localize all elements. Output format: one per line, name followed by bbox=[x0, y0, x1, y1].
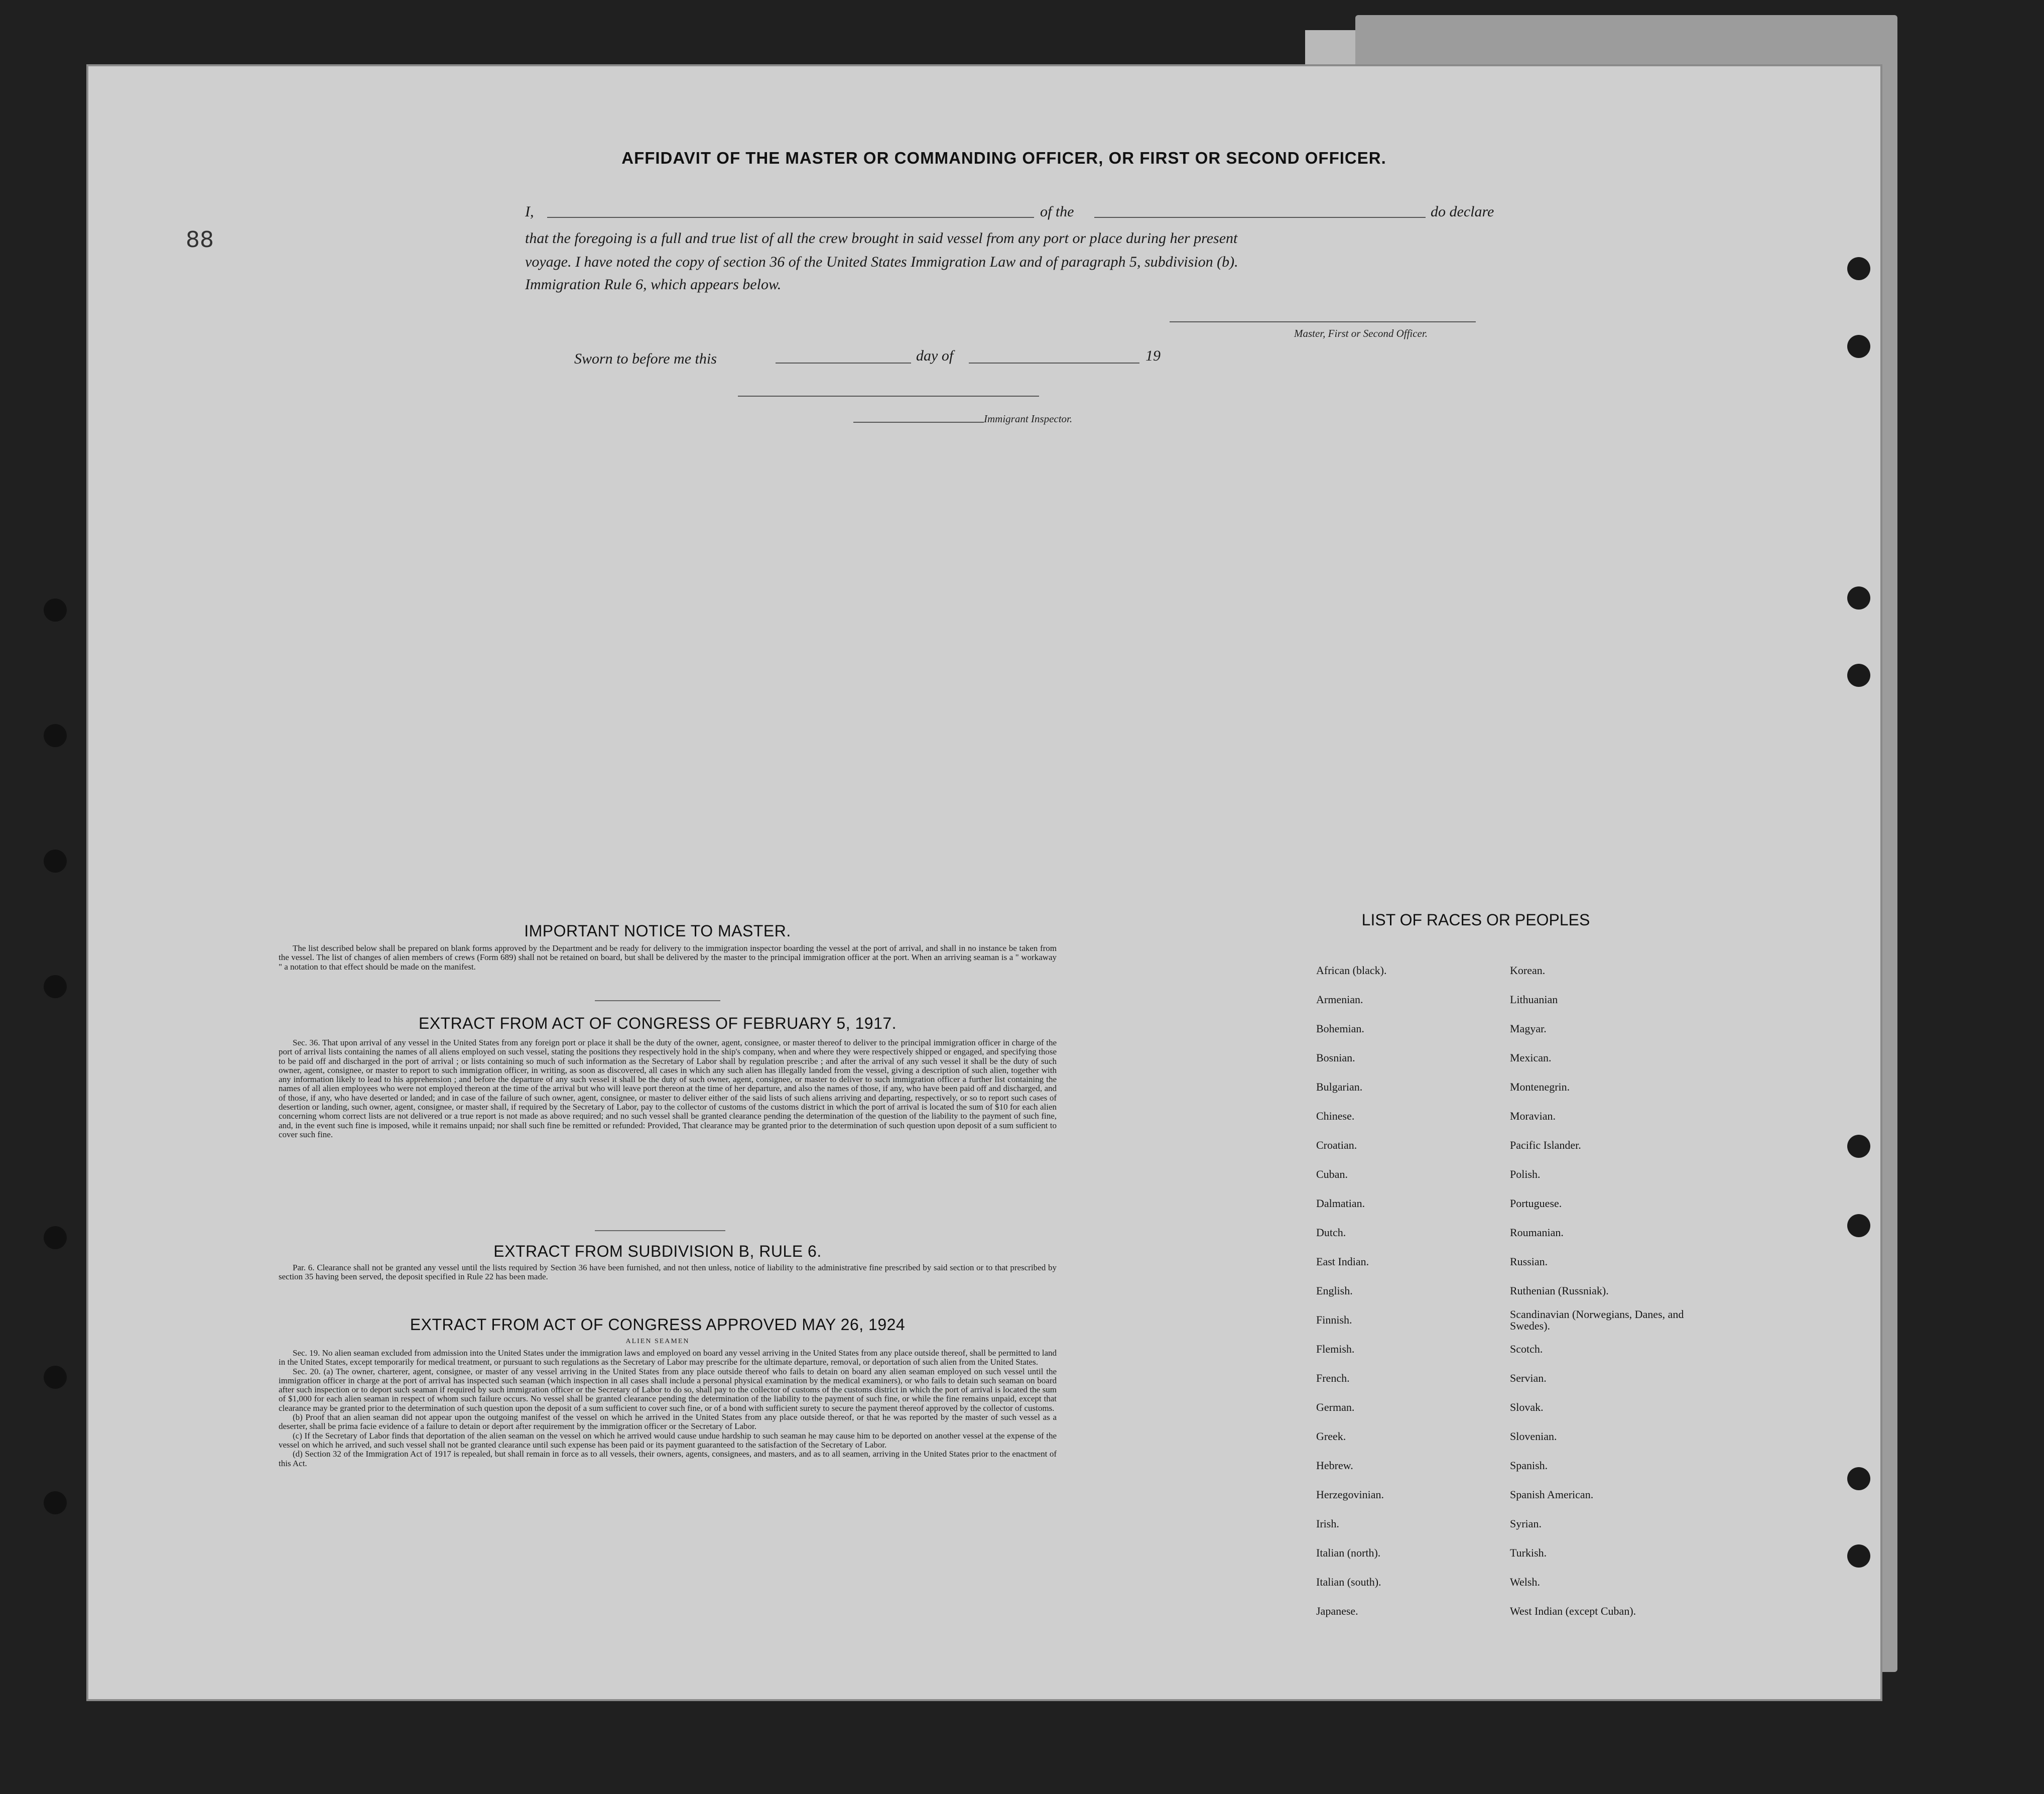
race-item: Slovenian. bbox=[1510, 1430, 1557, 1443]
sworn-year: 19 bbox=[1145, 347, 1161, 364]
race-item: Slovak. bbox=[1510, 1401, 1544, 1413]
binder-hole bbox=[44, 599, 67, 622]
race-item: Magyar. bbox=[1510, 1022, 1547, 1035]
sec-20a-paragraph: Sec. 20. (a) The owner, charterer, agent, consignee, or master of any vessel arriving in the United States from any place outside thereof who fails to detain on board any alien seaman employed on such vessel until the immigration officer in charge at the port of arrival has inspected such seaman (which inspection in all cases shall include a personal physical examination by the medical examiners), or who fails to detain such seaman on board after such inspection or to deport such seaman if required by such immigration officer or the Secretary of Labor to do so, shall pay to the collector of customs of the customs district in which the port of arrival is located the sum of $1,000 for each alien seaman in respect of whom such failure occurs. No vessel shall be granted clearance pending the determination of the liability to the payment of such fine, or while the fine remains unpaid, except that clearance may be granted prior to the determination of such question upon the deposit of a sum sufficient to cover such fine, or of a bond with sufficient surety to secure the payment thereof approved by the collector of customs. bbox=[279, 1366, 1057, 1413]
race-item: Syrian. bbox=[1510, 1517, 1542, 1530]
binder-hole bbox=[44, 975, 67, 998]
race-item: Croatian. bbox=[1316, 1139, 1357, 1151]
race-item: Korean. bbox=[1510, 964, 1546, 977]
binder-hole bbox=[1847, 257, 1870, 280]
race-item: Italian (north). bbox=[1316, 1546, 1381, 1559]
affidavit-i: I, bbox=[525, 203, 534, 220]
race-item: Cuban. bbox=[1316, 1168, 1348, 1180]
binder-hole bbox=[1847, 335, 1870, 358]
notice-paragraph: The list described below shall be prepared on blank forms approved by the Department and be ready for delivery to the immigration inspector boarding the vessel at the port of arrival, and shall in no instance be taken from the vessel. The list of changes of alien members of crews (Form 689) shall not be retained on board, but shall be delivered by the master to the principal immigration officer at the port. When an arriving seaman is a " workaway " a notation to that effect should be made on the manifest. bbox=[279, 943, 1057, 972]
race-item: Chinese. bbox=[1316, 1110, 1355, 1122]
affidavit-line-2: that the foregoing is a full and true list of all the crew brought in said vessel from any port or place during her present bbox=[525, 230, 1238, 247]
race-item: Finnish. bbox=[1316, 1313, 1352, 1326]
race-item: Bohemian. bbox=[1316, 1022, 1364, 1035]
race-item: Montenegrin. bbox=[1510, 1081, 1570, 1093]
margin-mark: 88 bbox=[186, 227, 214, 253]
race-item: Scotch. bbox=[1510, 1343, 1543, 1355]
affidavit-line-4: Immigration Rule 6, which appears below. bbox=[525, 276, 782, 293]
alien-seamen-subheading: ALIEN SEAMEN bbox=[625, 1338, 690, 1345]
race-item: Bosnian. bbox=[1316, 1051, 1355, 1064]
race-item: Italian (south). bbox=[1316, 1576, 1381, 1588]
race-item: Turkish. bbox=[1510, 1546, 1547, 1559]
race-item: Ruthenian (Russniak). bbox=[1510, 1284, 1609, 1297]
binder-hole bbox=[44, 1226, 67, 1249]
binder-hole bbox=[1847, 1467, 1870, 1490]
subdivision-b-text bbox=[279, 1263, 1057, 1282]
extract-1917-heading: EXTRACT FROM ACT OF CONGRESS OF FEBRUARY 5, 1917. bbox=[418, 1014, 897, 1032]
race-item: Moravian. bbox=[1510, 1110, 1556, 1122]
race-item: Servian. bbox=[1510, 1372, 1547, 1384]
subdivision-b-paragraph: Par. 6. Clearance shall not be granted any vessel until the lists required by Section 36 have been furnished, and not then unless, notice of liability to the administrative fine prescribed by said section or to that prescribed by section 35 having been served, the deposit specified in Rule 22 has been made. bbox=[279, 1263, 1057, 1282]
subdivision-b-heading: EXTRACT FROM SUBDIVISION B, RULE 6. bbox=[493, 1242, 822, 1260]
notice-heading: IMPORTANT NOTICE TO MASTER. bbox=[524, 922, 791, 940]
affidavit-title: AFFIDAVIT OF THE MASTER OR COMMANDING OFFICER, OR FIRST OR SECOND OFFICER. bbox=[621, 149, 1386, 167]
sworn-month-blank bbox=[969, 363, 1139, 364]
master-caption: Master, First or Second Officer. bbox=[1294, 327, 1428, 339]
race-item: Scandinavian (Norwegians, Danes, and Swedes). bbox=[1510, 1308, 1684, 1332]
affidavit-of-the: of the bbox=[1040, 203, 1074, 220]
affidavit-declare: do declare bbox=[1431, 203, 1494, 220]
inspector-short-line bbox=[853, 422, 984, 423]
notice-text bbox=[279, 944, 1057, 972]
race-item: Flemish. bbox=[1316, 1343, 1355, 1355]
race-item: Japanese. bbox=[1316, 1605, 1358, 1617]
race-item: Polish. bbox=[1510, 1168, 1541, 1180]
race-item: French. bbox=[1316, 1372, 1350, 1384]
race-item: Hebrew. bbox=[1316, 1459, 1353, 1472]
race-item: Greek. bbox=[1316, 1430, 1346, 1443]
extract-1924-heading: EXTRACT FROM ACT OF CONGRESS APPROVED MAY 26, 1924 bbox=[410, 1315, 906, 1334]
section-separator bbox=[595, 1230, 725, 1231]
race-item: Lithuanian bbox=[1510, 993, 1558, 1006]
extract-1917-text bbox=[279, 1038, 1057, 1139]
race-item: Pacific Islander. bbox=[1510, 1139, 1581, 1151]
race-item: East Indian. bbox=[1316, 1255, 1369, 1268]
sec-20c-paragraph: (c) If the Secretary of Labor finds that deportation of the alien seaman on the vessel on which he arrived would cause undue hardship to such seaman he may cause him to be deported on another vessel at the expense of the vessel on which he arrived, and such vessel shall not be granted clearance until such expense has been paid or its payment guaranteed to the satisfaction of the Secretary of Labor. bbox=[279, 1430, 1057, 1450]
race-item: Armenian. bbox=[1316, 993, 1363, 1006]
race-item: Roumanian. bbox=[1510, 1226, 1564, 1239]
sec-20d-paragraph: (d) Section 32 of the Immigration Act of 1917 is repealed, but shall remain in force as to all vessels, their owners, agents, consignees, and masters, and as to all seamen, arriving in the United States prior to the enactment of this Act. bbox=[279, 1449, 1057, 1468]
extract-1917-paragraph: Sec. 36. That upon arrival of any vessel in the United States from any foreign port or place it shall be the duty of the owner, agent, consignee, or master thereof to deliver to the principal immigration officer in charge of the port of arrival lists containing the names of all aliens employed on such vessel, stating the positions they respectively hold in the ship's company, when and where they were respectively shipped or engaged, and specifying those to be paid off and discharged in the port of arrival ; or lists containing so much of such information as the Secretary of Labor shall by regulation prescribe ; and after the arrival of any such vessel it shall be the duty of such owner, agent, consignee, or master to report to such immigration officer, in writing, as soon as discovered, all cases in which any such alien has illegally landed from the vessel, giving a description of such alien, together with any information likely to lead to his apprehension ; and before the departure of any such vessel it shall be the duty of such owner, agent, consignee, or master to deliver to such immigration officer a further list containing the names of all alien employees who were not employed thereon at the time of the arrival but who will leave port thereon at the time of her departure, and also the names of those, if any, who have been paid off and discharged, and of those, if any, who have deserted or landed; and in case of the failure of such owner, agent, consignee, or master to deliver either of the said lists of such aliens arriving and departing, respectively, or so to report such cases of desertion or landing, such owner, agent, consignee, or master shall, if required by the Secretary of Labor, pay to the collector of customs of the customs district in which the port of arrival is located the sum of $10 for each alien concerning whom correct lists are not delivered or a true report is not made as above required; and no such vessel shall be granted clearance pending the determination of the question of the liability to the payment of such fine, and, in the event such fine is imposed, while it remains unpaid; nor shall such fine be remitted or refunded: Provided, That clearance may be granted prior to the determination of such question upon deposit of a sum sufficient to cover such fine. bbox=[279, 1038, 1057, 1139]
race-item: German. bbox=[1316, 1401, 1355, 1413]
affidavit-line-3: voyage. I have noted the copy of section 36 of the United States Immigration Law and of paragraph 5, subdivision (b). bbox=[525, 254, 1238, 270]
race-item: Russian. bbox=[1510, 1255, 1548, 1268]
race-item: Spanish American. bbox=[1510, 1488, 1594, 1501]
sworn-day-blank bbox=[776, 363, 911, 364]
race-item: West Indian (except Cuban). bbox=[1510, 1605, 1636, 1617]
extract-1924-text bbox=[279, 1349, 1057, 1468]
sec-20b-paragraph: (b) Proof that an alien seaman did not appear upon the outgoing manifest of the vessel on which he arrived in the United States from any place outside thereof, or that he was reported by the master of such vessel as a deserter, shall be prima facie evidence of a failure to detain or deport after requirement by the immigration officer or the Secretary of Labor. bbox=[279, 1412, 1057, 1431]
race-item: Welsh. bbox=[1510, 1576, 1540, 1588]
binder-hole bbox=[1847, 1544, 1870, 1568]
master-signature-line bbox=[1170, 321, 1476, 322]
race-item: Dalmatian. bbox=[1316, 1197, 1365, 1210]
race-item: Irish. bbox=[1316, 1517, 1339, 1530]
day-of-text: day of bbox=[916, 347, 954, 364]
vessel-blank bbox=[1094, 217, 1426, 218]
race-item: Mexican. bbox=[1510, 1051, 1552, 1064]
race-item: English. bbox=[1316, 1284, 1353, 1297]
race-item: African (black). bbox=[1316, 964, 1387, 977]
race-item: Dutch. bbox=[1316, 1226, 1346, 1239]
binder-hole bbox=[1847, 1214, 1870, 1237]
binder-hole bbox=[44, 1491, 67, 1514]
race-item: Portuguese. bbox=[1510, 1197, 1562, 1210]
binder-hole bbox=[44, 1366, 67, 1389]
inspector-caption: Immigrant Inspector. bbox=[984, 413, 1073, 425]
race-item: Bulgarian. bbox=[1316, 1081, 1363, 1093]
binder-hole bbox=[1847, 1135, 1870, 1158]
binder-hole bbox=[1847, 586, 1870, 610]
section-separator bbox=[595, 1000, 720, 1001]
race-item: Spanish. bbox=[1510, 1459, 1548, 1472]
binder-hole bbox=[1847, 664, 1870, 687]
sworn-text: Sworn to before me this bbox=[574, 350, 717, 367]
sec-19-paragraph: Sec. 19. No alien seaman excluded from admission into the United States under the immigration laws and employed on board any vessel arriving in the United States from any place outside thereof, shall be permitted to land in the United States, except temporarily for medical treatment, or pursuant to such regulations as the Secretary of Labor may prescribe for the ultimate departure, removal, or deportation of such alien from the United States. bbox=[279, 1348, 1057, 1367]
race-item: Herzegovinian. bbox=[1316, 1488, 1384, 1501]
binder-hole bbox=[44, 850, 67, 873]
name-blank bbox=[547, 217, 1034, 218]
binder-hole bbox=[44, 724, 67, 747]
races-heading: LIST OF RACES OR PEOPLES bbox=[1361, 911, 1590, 929]
inspector-signature-line bbox=[738, 396, 1039, 397]
